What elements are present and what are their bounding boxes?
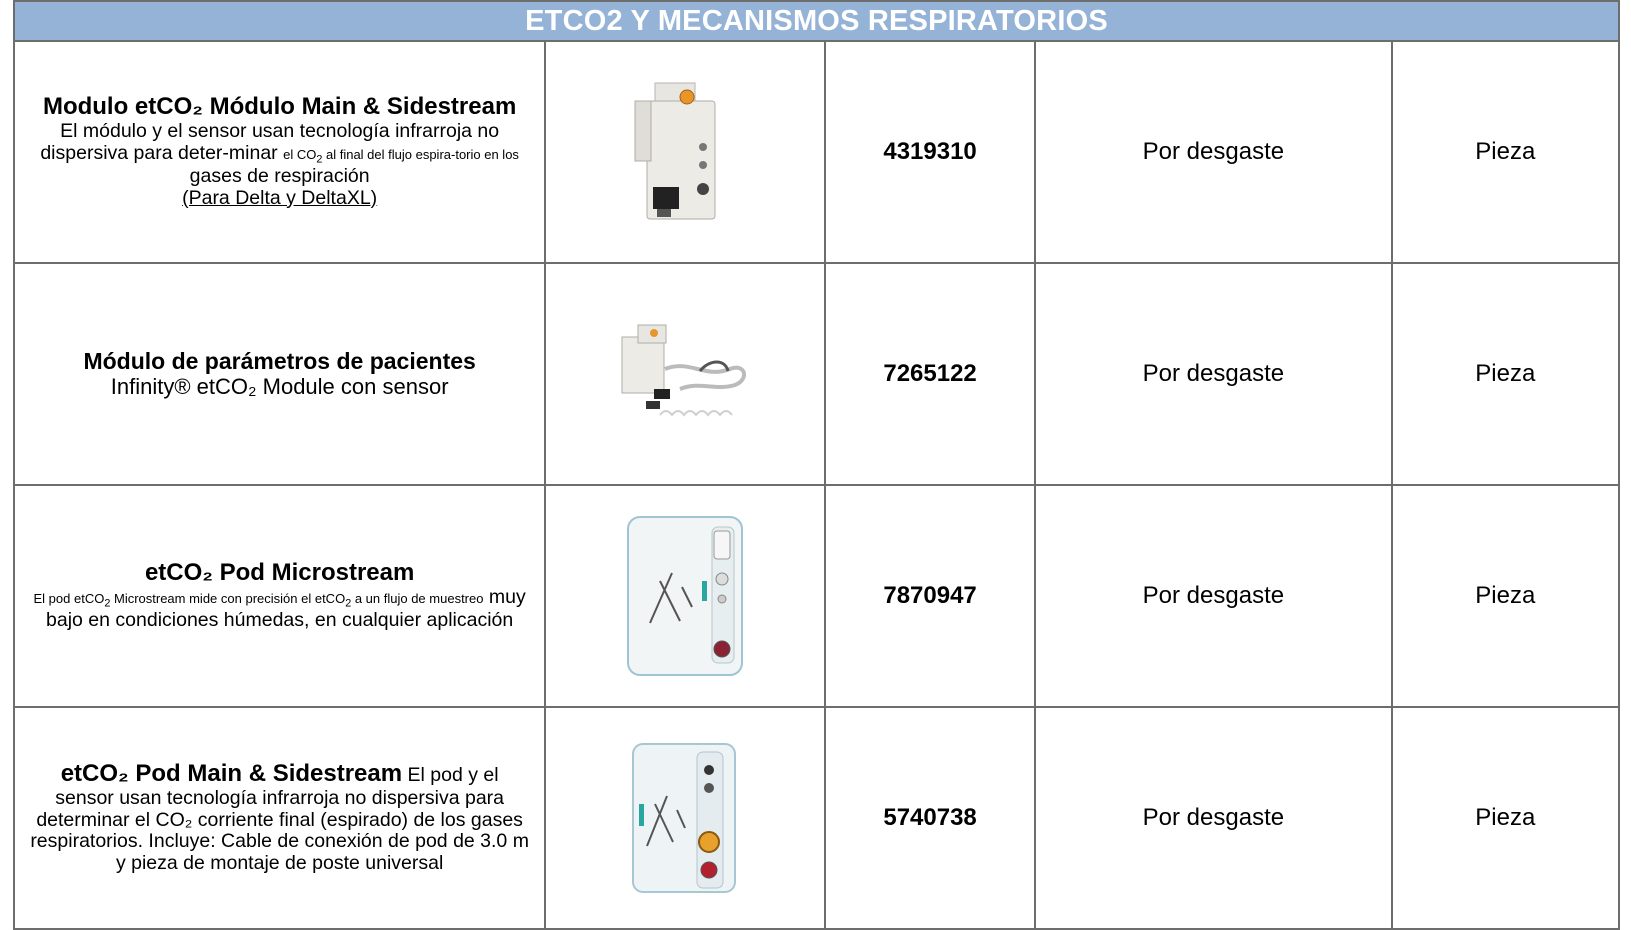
unit: Pieza (1392, 485, 1619, 707)
replacement-criteria: Por desgaste (1035, 485, 1392, 707)
replacement-criteria: Por desgaste (1035, 41, 1392, 263)
product-table (13, 0, 1620, 930)
unit: Pieza (1392, 707, 1619, 929)
table-row (14, 263, 1619, 485)
product-table-sheet (13, 0, 1620, 930)
product-code: 7870947 (825, 485, 1035, 707)
unit: Pieza (1392, 263, 1619, 485)
description-small-text: el CO (283, 147, 317, 163)
product-description (14, 707, 545, 929)
description-text: dispersiva para deter-minar (40, 142, 278, 165)
table-row (14, 485, 1619, 707)
description-line: sensor usan tecnología infrarroja no dispersiva para (55, 786, 505, 809)
description-text: El pod y el (402, 763, 499, 786)
unit: Pieza (1392, 41, 1619, 263)
subscript: 2 (316, 153, 323, 166)
table-row (14, 41, 1619, 263)
product-image-cell (545, 41, 825, 263)
replacement-criteria: Por desgaste (1035, 263, 1392, 485)
description-line: y pieza de montaje de poste universal (115, 852, 444, 875)
product-title: Módulo de parámetros de pacientes (83, 347, 476, 374)
description-small-text: Microstream mide con precisión el etCO (110, 591, 346, 607)
product-code: 4319310 (825, 41, 1035, 263)
product-code: 5740738 (825, 707, 1035, 929)
product-image-cell (545, 263, 825, 485)
product-title: etCO₂ Pod Main & Sidestream (60, 759, 403, 787)
table-row (14, 707, 1619, 929)
compatibility-note: (Para Delta y DeltaXL) (182, 186, 378, 209)
description-line: El módulo y el sensor usan tecnología infrarroja no (60, 120, 500, 143)
description-small-text: a un flujo de muestreo (351, 591, 484, 607)
product-description (14, 41, 545, 263)
description-line: Infinity® etCO₂ Module con sensor (110, 373, 449, 399)
product-title: Modulo etCO₂ Módulo Main & Sidestream (42, 93, 517, 121)
microstream-pod-image (620, 511, 750, 681)
description-line: gases de respiración (189, 164, 370, 187)
description-text: muy (483, 586, 526, 609)
subscript: 2 (345, 597, 352, 610)
description-line (21, 143, 538, 166)
table-title: ETCO2 Y MECANISMOS RESPIRATORIOS (14, 1, 1619, 41)
description-line: bajo en condiciones húmedas, en cualquier aplicación (46, 608, 514, 631)
etco2-module-image (625, 77, 745, 227)
description-line: determinar el CO₂ corriente final (espirado) de los gases (36, 808, 523, 831)
main-sidestream-pod-image (625, 738, 745, 898)
product-description (14, 263, 545, 485)
product-image-cell (545, 485, 825, 707)
replacement-criteria: Por desgaste (1035, 707, 1392, 929)
product-description (14, 485, 545, 707)
description-line: respiratorios. Incluye: Cable de conexión de pod de 3.0 m (30, 830, 529, 853)
description-small-text: al final del flujo espira-torio en los (322, 147, 519, 163)
product-title: etCO₂ Pod Microstream (144, 559, 415, 587)
description-line (21, 761, 538, 788)
description-small-text: El pod etCO (33, 591, 105, 607)
product-code: 7265122 (825, 263, 1035, 485)
subscript: 2 (104, 597, 111, 610)
patient-parameter-module-image (610, 319, 760, 429)
product-image-cell (545, 707, 825, 929)
description-line (21, 587, 538, 610)
